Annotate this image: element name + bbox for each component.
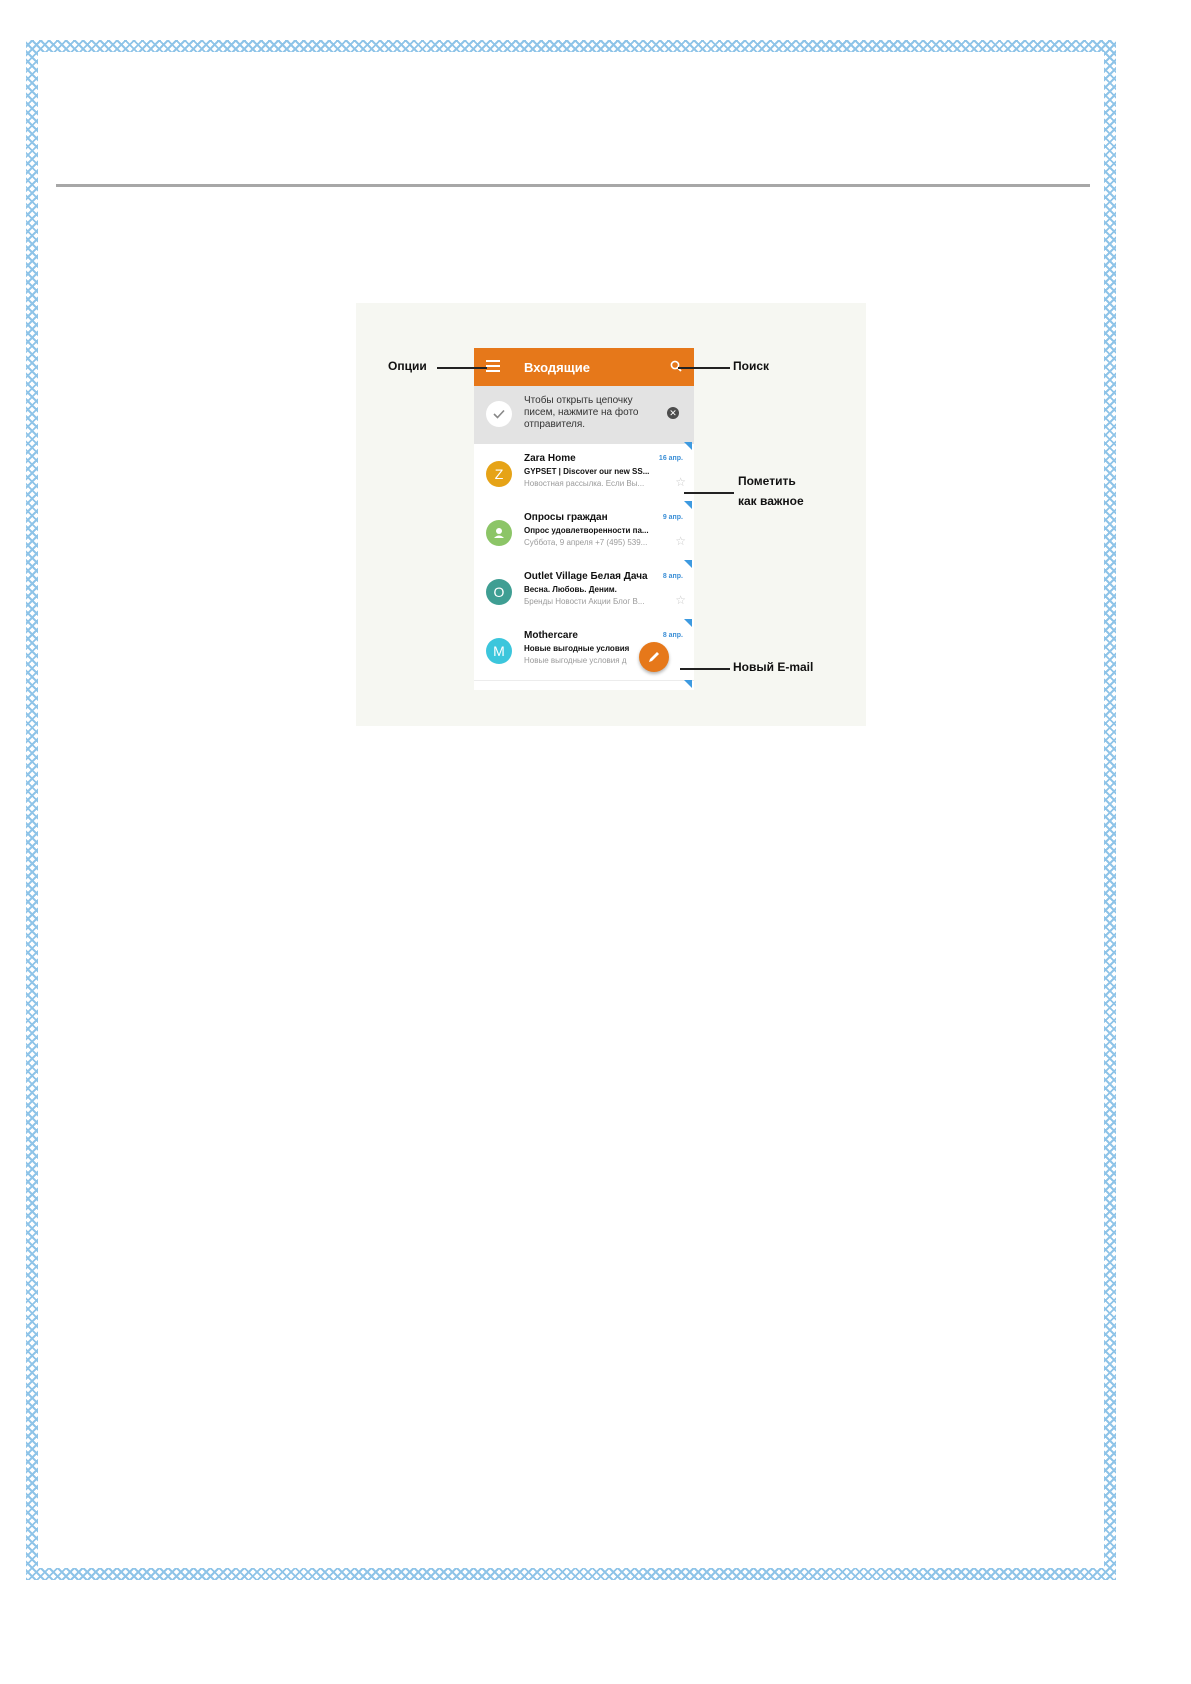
callout-search: Поиск [733,359,770,373]
person-icon [486,520,512,546]
sender-name: Outlet Village Белая Дача [524,571,648,582]
mail-subject: Весна. Любовь. Деним. [524,585,617,594]
mail-list-item[interactable] [474,444,694,504]
callout-new-email: Новый E-mail [733,660,814,674]
tip-banner [474,386,694,444]
callout-mark-important-1: Пометить [738,474,796,488]
sender-avatar[interactable]: M [486,638,512,664]
menu-icon[interactable] [486,360,500,372]
sender-avatar[interactable]: Z [486,461,512,487]
mail-preview: Бренды Новости Акции Блог В... [524,597,645,606]
app-bar [474,348,694,386]
mail-subject: Новые выгодные условия [524,644,630,653]
mail-preview: Новые выгодные условия д [524,656,627,665]
decorative-page-border-cross [26,40,1116,1580]
callout-line-compose [680,668,730,670]
callout-mark-important-2: как важное [738,494,804,508]
header-rule [56,184,1090,187]
pencil-icon [639,642,669,672]
star-icon[interactable]: ☆ [675,593,686,607]
mail-date: 8 апр. [662,632,683,639]
callout-line-options [437,367,487,369]
mail-list-item[interactable] [474,562,694,622]
callout-options: Опции [388,359,427,373]
compose-button[interactable] [639,642,669,672]
close-icon[interactable]: ✕ [667,407,679,419]
unread-flag-icon [684,560,692,568]
unread-flag-icon [684,680,692,688]
mail-date: 16 апр. [658,455,683,462]
sender-name: Mothercare [524,630,578,641]
star-icon[interactable]: ☆ [675,475,686,489]
search-icon[interactable] [669,359,683,373]
unread-flag-icon [684,442,692,450]
sender-avatar[interactable]: O [486,579,512,605]
sender-avatar[interactable] [486,520,512,546]
mail-subject: GYPSET | Discover our new SS... [524,467,650,476]
callout-line-search [678,367,730,369]
mail-date: 9 апр. [662,514,683,521]
mail-preview: Суббота, 9 апреля +7 (495) 539... [524,538,648,547]
sender-name: Опросы граждан [524,512,608,523]
check-icon [486,401,512,427]
star-icon[interactable]: ☆ [675,534,686,548]
unread-flag-icon [684,619,692,627]
mail-subject: Опрос удовлетворенности па... [524,526,649,535]
mail-preview: Новостная рассылка. Если Вы... [524,479,645,488]
callout-line-star [684,492,734,494]
inbox-title: Входящие [524,360,590,375]
sender-name: Zara Home [524,453,576,464]
mail-date: 8 апр. [662,573,683,580]
mail-list-item[interactable] [474,503,694,563]
tip-text: Чтобы открыть цепочку писем, нажмите на фото отправителя. [524,395,639,430]
phone-screen [474,348,694,690]
unread-flag-icon [684,501,692,509]
